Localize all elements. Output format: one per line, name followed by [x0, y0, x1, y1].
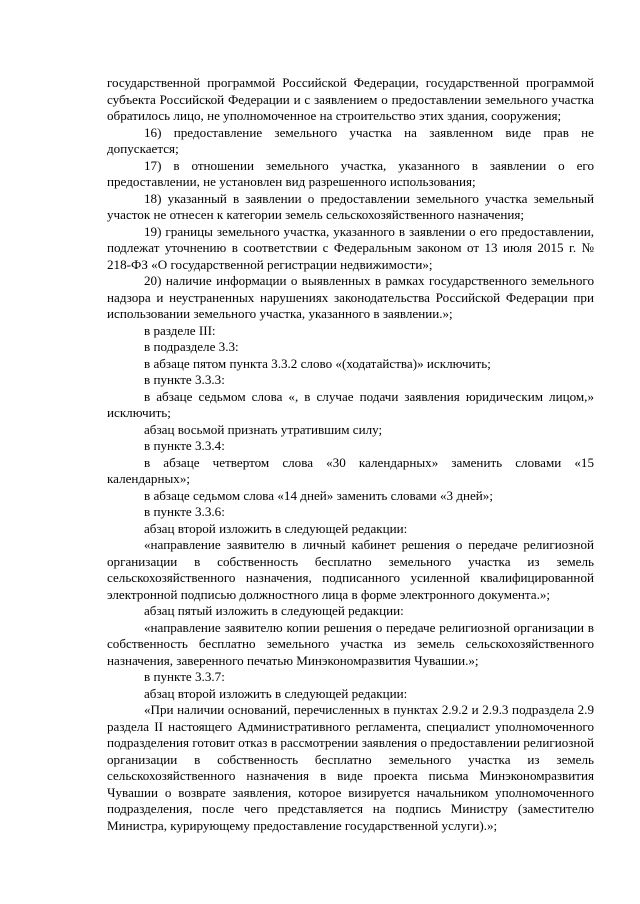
paragraph-3-3-7-second-text: «При наличии оснований, перечисленных в пунктах 2.9.2 и 2.9.3 подраздела 2.9 раздела II настоящего Административного регламента, специалист уполномоченного подразделения готовит отказ в рассмотрении заявления о предоставлении религиозной организации в собственность бесплатно земельного участка из земель сельскохозяйственного назначения в виде проекта письма Минэкономразвития Чувашии о возврате заявления, которое визируется начальником уполномоченного подразделения, после чего представляется на подпись Министру (заместителю Министра, курирующему предоставление государственной услуги).»;	[107, 702, 594, 833]
paragraph-3-3-6-second-text: «направление заявителю в личный кабинет решения о передаче религиозной организации в собственность бесплатно земельного участка из земель сельскохозяйственного назначения, подписанного усиленной квалифицированной электронной подписью должностного лица в форме электронного документа.»;	[107, 537, 594, 602]
paragraph-3-3-4-fourth: в абзаце четвертом слова «30 календарных» заменить словами «15 календарных»;	[107, 454, 594, 486]
paragraph-subsection-3-3: в подразделе 3.3:	[144, 339, 239, 354]
paragraph-item-20: 20) наличие информации о выявленных в рамках государственного земельного надзора и неустраненных нарушениях законодательства Российской Федерации при использовании земельного участка, указанного в заявлении.»;	[107, 273, 594, 321]
paragraph-3-3-6-second: абзац второй изложить в следующей редакции:	[144, 520, 408, 536]
paragraph-3-3-3: в пункте 3.3.3:	[144, 372, 225, 387]
paragraph-item-19: 19) границы земельного участка, указанного в заявлении о его предоставлении, подлежат уточнению в соответствии с Федеральным законом от 13 июля 2015 г. № 218-ФЗ «О государственной регистрации недвижимости»;	[107, 223, 594, 272]
paragraph-item-18: 18) указанный в заявлении о предоставлении земельного участка земельный участок не отнесен к категории земель сельскохозяйственного назначения;	[107, 190, 594, 222]
paragraph-3-3-7-second: абзац второй изложить в следующей редакции:	[144, 685, 408, 701]
paragraph-continuation: государственной программой Российской Федерации, государственной программой субъекта Российской Федерации и с заявлением о предоставлении земельного участка обратилось лицо, не уполномоченное на строительство этих здания, сооружения;	[107, 75, 594, 123]
paragraph-item-17: 17) в отношении земельного участка, указанного в заявлении о его предоставлении, не установлен вид разрешенного использования;	[107, 157, 594, 189]
paragraph-3-3-2: в абзаце пятом пункта 3.3.2 слово «(ходатайства)» исключить;	[144, 355, 491, 371]
paragraph-3-3-4: в пункте 3.3.4:	[144, 438, 225, 453]
paragraph-3-3-6: в пункте 3.3.6:	[144, 504, 225, 519]
document-page	[107, 75, 594, 834]
paragraph-3-3-4-seventh: в абзаце седьмом слова «14 дней» заменить словами «3 дней»;	[144, 487, 493, 503]
paragraph-3-3-6-fifth: абзац пятый изложить в следующей редакции:	[144, 603, 404, 618]
paragraph-section-iii: в разделе III:	[144, 322, 216, 338]
paragraph-3-3-6-fifth-text: «направление заявителю копии решения о передаче религиозной организации в собственность бесплатно земельного участка из земель сельскохозяйственного назначения, заверенного печатью Минэкономразвития Чувашии.»;	[107, 619, 594, 668]
paragraph-3-3-3-seventh: в абзаце седьмом слова «, в случае подачи заявления юридическим лицом,» исключить;	[107, 388, 594, 420]
paragraph-3-3-7: в пункте 3.3.7:	[144, 669, 225, 684]
paragraph-3-3-3-eighth: абзац восьмой признать утратившим силу;	[144, 421, 383, 437]
paragraph-item-16: 16) предоставление земельного участка на заявленном виде прав не допускается;	[107, 124, 594, 156]
